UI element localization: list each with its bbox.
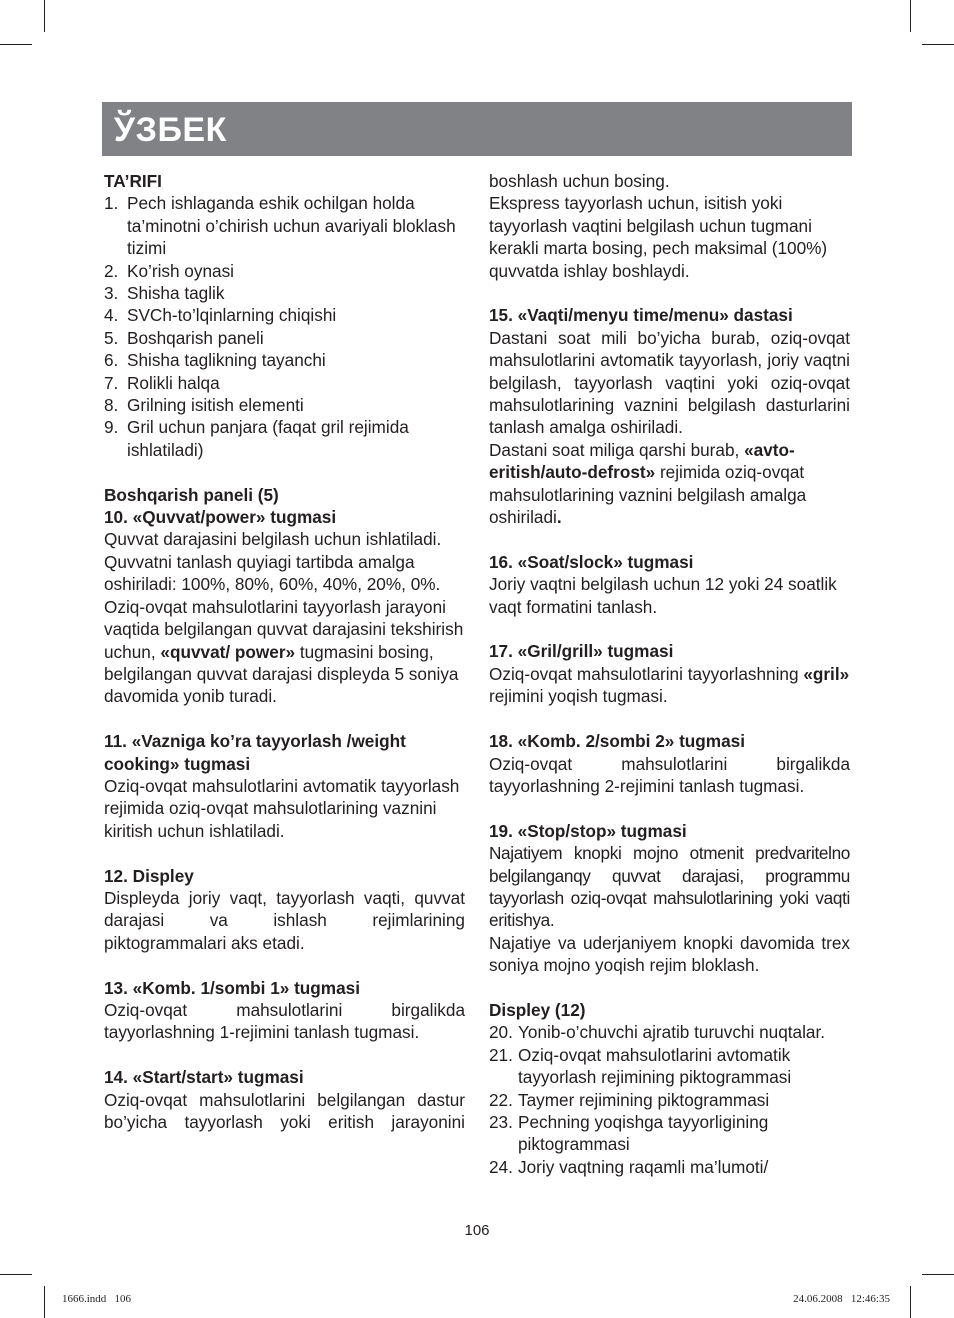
section-heading: 17. «Gril/grill» tugmasi bbox=[489, 641, 674, 662]
left-column bbox=[104, 170, 465, 1133]
paragraph: Oziq-ovqat mahsulotlarini tayyorlashning «gril» rejimini yoqish tugmasi. bbox=[489, 663, 850, 707]
crop-mark bbox=[0, 44, 32, 45]
list-item: 6. Shisha taglikning tayanchi bbox=[104, 350, 326, 371]
list-item: 7. Rolikli halqa bbox=[104, 372, 220, 393]
list-item: 23. Pechning yoqishga tayyorligining piktogrammasi bbox=[489, 1111, 769, 1155]
paragraph: Najatiye va uderjaniyem knopki davomida trex soniya mojno yoqish rejim bloklash. bbox=[489, 932, 850, 976]
list-item: 2. Ko’rish oynasi bbox=[104, 260, 234, 281]
crop-mark bbox=[910, 0, 911, 32]
list-item: 9. Gril uchun panjara (faqat gril rejimida ishlatiladi) bbox=[104, 417, 409, 460]
crop-mark bbox=[922, 1274, 954, 1275]
panel-heading: Boshqarish paneli (5) bbox=[104, 484, 279, 505]
list-item: 8. Grilning isitish elementi bbox=[104, 395, 304, 416]
page-title: ЎЗБЕК bbox=[114, 111, 227, 149]
paragraph: Joriy vaqtni belgilash uchun 12 yoki 24 soatlik vaqt formatini tanlash. bbox=[489, 574, 837, 617]
paragraph: Oziq-ovqat mahsulotlarini birgalikda tayyorlashning 2-rejimini tanlash tugmasi. bbox=[489, 753, 850, 796]
paragraph: Oziq-ovqat mahsulotlarini birgalikda tayyorlashning 1-rejimini tanlash tugmasi. bbox=[104, 999, 465, 1043]
crop-mark bbox=[44, 1286, 45, 1318]
paragraph: Quvvat darajasini belgilash uchun ishlatiladi. Quvvatni tanlash quyiagi tartibda amalga oshiriladi: 100%, 80%, 60%, 40%, 20%, 0%. bbox=[104, 529, 442, 595]
paragraph: Dastani soat mili bo’yicha burab, oziq-ovqat mahsulotlarini avtomatik tayyorlash, joriy vaqtni belgilash, tayyorlash vaqtini yoki oziq-ovqat mahsulotlarining vaznini belgilash dasturlarini tanlash amalga oshiriladi. bbox=[489, 327, 850, 438]
list-item: 3. Shisha taglik bbox=[104, 283, 225, 304]
right-column bbox=[489, 170, 850, 1178]
list-item: 20. Yonib-o’chuvchi ajratib turuvchi nuqtalar. bbox=[489, 1022, 826, 1043]
paragraph: Oziq-ovqat mahsulotlarini avtomatik tayyorlash rejimida oziq-ovqat mahsulotlarining vaznini kiritish uchun ishlatiladi. bbox=[104, 775, 460, 841]
crop-mark bbox=[922, 44, 954, 45]
section-heading: 10. «Quvvat/power» tugmasi bbox=[104, 507, 337, 528]
list-item: 4. SVCh-to’lqinlarning chiqishi bbox=[104, 305, 337, 326]
parts-list bbox=[104, 192, 465, 461]
crop-mark bbox=[910, 1286, 911, 1318]
crop-mark bbox=[44, 0, 45, 32]
section-heading: 16. «Soat/slock» tugmasi bbox=[489, 551, 694, 572]
paragraph: Ekspress tayyorlash uchun, isitish yoki tayyorlash vaqtini belgilash uchun tugmani kerakli marta bosing, pech maksimal (100%) quvvatda ishlay boshlaydi. bbox=[489, 193, 828, 281]
list-item: 5. Boshqarish paneli bbox=[104, 327, 264, 348]
paragraph: Dastani soat miliga qarshi burab, «avto-eritish/auto-defrost» rejimida oziq-ovqat mahsulotlarining vaznini belgilash amalga oshiriladi. bbox=[489, 439, 807, 528]
section-heading: 13. «Komb. 1/sombi 1» tugmasi bbox=[104, 977, 360, 998]
paragraph: boshlash uchun bosing. bbox=[489, 171, 670, 191]
paragraph: Oziq-ovqat mahsulotlarini tayyorlash jarayoni vaqtida belgilangan quvvat darajasini tekshirish uchun, «quvvat/ power» tugmasini bosing, belgilangan quvvat darajasi displeyda 5 soniya davomida yonib turadi. bbox=[104, 596, 464, 707]
section-heading: 19. «Stop/stop» tugmasi bbox=[489, 820, 687, 841]
section-header-bar bbox=[102, 102, 852, 156]
list-item: 22. Taymer rejimining piktogrammasi bbox=[489, 1089, 770, 1110]
list-item: 24. Joriy vaqtning raqamli ma’lumoti/ bbox=[489, 1156, 769, 1177]
section-heading: 18. «Komb. 2/sombi 2» tugmasi bbox=[489, 731, 745, 752]
section-heading: 12. Displey bbox=[104, 865, 194, 886]
tarifi-heading: TA’RIFI bbox=[104, 171, 162, 191]
section-heading: 11. «Vazniga ko’ra tayyorlash /weight cooking» tugmasi bbox=[104, 731, 406, 774]
section-heading: 15. «Vaqti/menyu time/menu» dastasi bbox=[489, 305, 793, 326]
display-list bbox=[489, 1021, 850, 1178]
paragraph: Displeyda joriy vaqt, tayyorlash vaqti, quvvat darajasi va ishlash rejimlarining piktogrammalari aks etadi. bbox=[104, 887, 465, 953]
page-number: 106 bbox=[464, 1222, 490, 1239]
list-item: 1. Pech ishlaganda eshik ochilgan holda ta’minotni o’chirish uchun avariyali bloklash tizimi bbox=[104, 193, 456, 259]
crop-mark bbox=[0, 1274, 32, 1275]
list-item: 21. Oziq-ovqat mahsulotlarini avtomatik tayyorlash rejimining piktogrammasi bbox=[489, 1044, 792, 1088]
paragraph: Najatiyem knopki mojno otmenit predvaritelno belgilanganqy quvvat darajasi, programmu tayyorlash oziq-ovqat mahsulotlarining yoki vaqti eritishya. bbox=[489, 843, 850, 931]
slug-timestamp: 24.06.2008 12:46:35 bbox=[793, 1293, 890, 1305]
slug-file-info: 1666.indd 106 bbox=[62, 1293, 132, 1305]
paragraph: Oziq-ovqat mahsulotlarini belgilangan dastur bo’yicha tayyorlash yoki eritish jarayonini bbox=[104, 1089, 465, 1132]
section-heading: Displey (12) bbox=[489, 999, 586, 1020]
section-heading: 14. «Start/start» tugmasi bbox=[104, 1067, 304, 1088]
